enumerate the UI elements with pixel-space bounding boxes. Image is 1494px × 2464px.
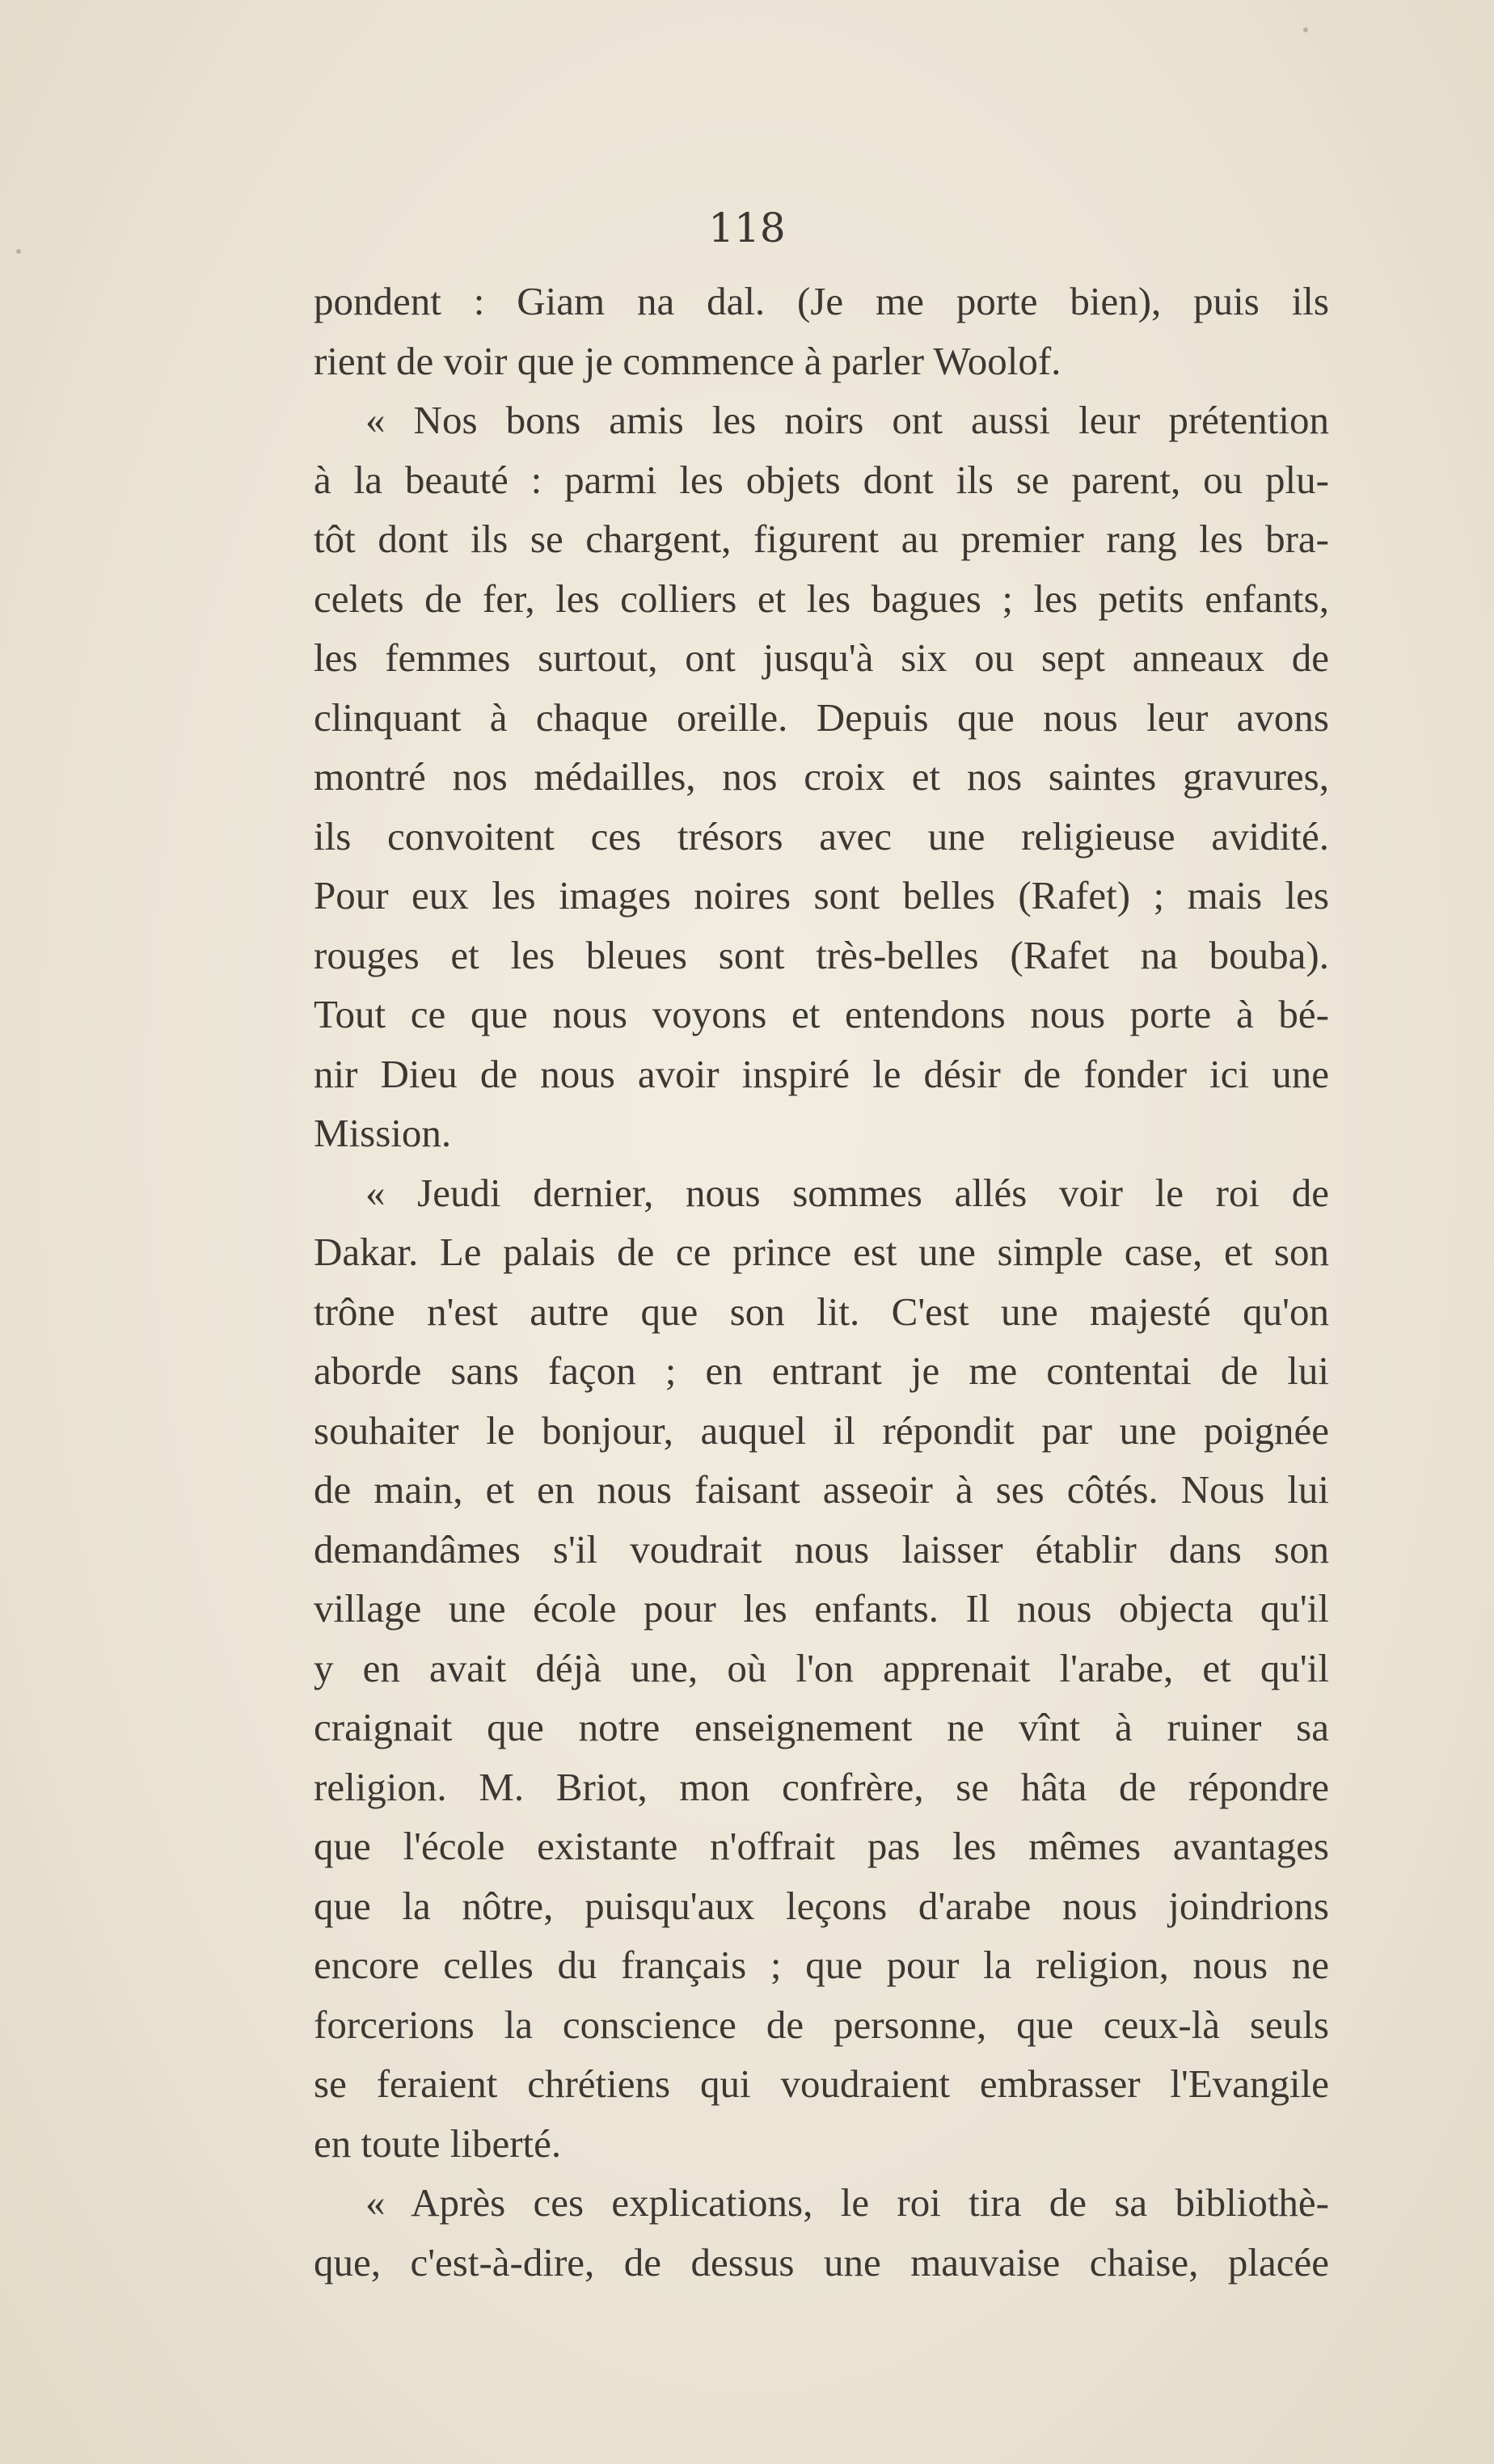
text-line: souhaiter le bonjour, auquel il répondit par une poignée (314, 1407, 1329, 1453)
paper-speck (1303, 27, 1308, 32)
text-line: Tout ce que nous voyons et entendons nous porte à bé- (314, 992, 1329, 1036)
text-line: que la nôtre, puisqu'aux leçons d'arabe nous joindrions (314, 1883, 1329, 1928)
text-line: Pour eux les images noires sont belles (Rafet) ; mais les (314, 873, 1329, 918)
text-line: craignait que notre enseignement ne vînt à ruiner sa (314, 1705, 1329, 1749)
text-line: « Jeudi dernier, nous sommes allés voir le roi de (365, 1170, 1329, 1215)
text-line: clinquant à chaque oreille. Depuis que nous leur avons (314, 694, 1329, 740)
text-line: nir Dieu de nous avoir inspiré le désir de fonder ici une (314, 1051, 1329, 1096)
text-line: village une école pour les enfants. Il nous objecta qu'il (314, 1586, 1329, 1631)
text-line: montré nos médailles, nos croix et nos saintes gravures, (314, 754, 1329, 799)
text-line: « Après ces explications, le roi tira de sa bibliothè- (365, 2180, 1329, 2225)
text-line: les femmes surtout, ont jusqu'à six ou sept anneaux de (314, 635, 1329, 680)
page-number: 118 (708, 205, 786, 251)
text-line: religion. M. Briot, mon confrère, se hâta de répondre (314, 1764, 1329, 1809)
text-line: rouges et les bleues sont très-belles (Rafet na bouba). (314, 932, 1329, 977)
text-line: y en avait déjà une, où l'on apprenait l'arabe, et qu'il (314, 1645, 1329, 1690)
text-line: en toute liberté. (314, 2120, 562, 2166)
text-line: de main, et en nous faisant asseoir à ses côtés. Nous lui (314, 1467, 1329, 1512)
text-line: tôt dont ils se chargent, figurent au premier rang les bra- (314, 517, 1329, 561)
text-line: forcerions la conscience de personne, que ceux-là seuls (314, 2002, 1329, 2047)
text-line: « Nos bons amis les noirs ont aussi leur prétention (365, 398, 1329, 442)
text-line: rient de voir que je commence à parler Woolof. (314, 338, 1061, 383)
text-line: aborde sans façon ; en entrant je me contentai de lui (314, 1348, 1329, 1393)
text-line: que l'école existante n'offrait pas les mêmes avantages (314, 1824, 1329, 1868)
text-line: trône n'est autre que son lit. C'est une majesté qu'on (314, 1289, 1329, 1334)
text-line: demandâmes s'il voudrait nous laisser établir dans son (314, 1526, 1329, 1572)
text-line: Dakar. Le palais de ce prince est une simple case, et son (314, 1230, 1329, 1274)
body-text (314, 272, 1329, 2292)
text-line: celets de fer, les colliers et les bagues ; les petits enfants, (314, 576, 1329, 621)
text-line: se feraient chrétiens qui voudraient embrasser l'Evangile (314, 2061, 1329, 2106)
text-line: Mission. (314, 1111, 452, 1155)
text-line: encore celles du français ; que pour la religion, nous ne (314, 1943, 1329, 1987)
text-line: ils convoitent ces trésors avec une religieuse avidité. (314, 813, 1329, 859)
text-line: pondent : Giam na dal. (Je me porte bien), puis ils (314, 279, 1329, 323)
text-line: à la beauté : parmi les objets dont ils se parent, ou plu- (314, 457, 1329, 502)
text-line: que, c'est-à-dire, de dessus une mauvaise chaise, placée (314, 2239, 1329, 2285)
